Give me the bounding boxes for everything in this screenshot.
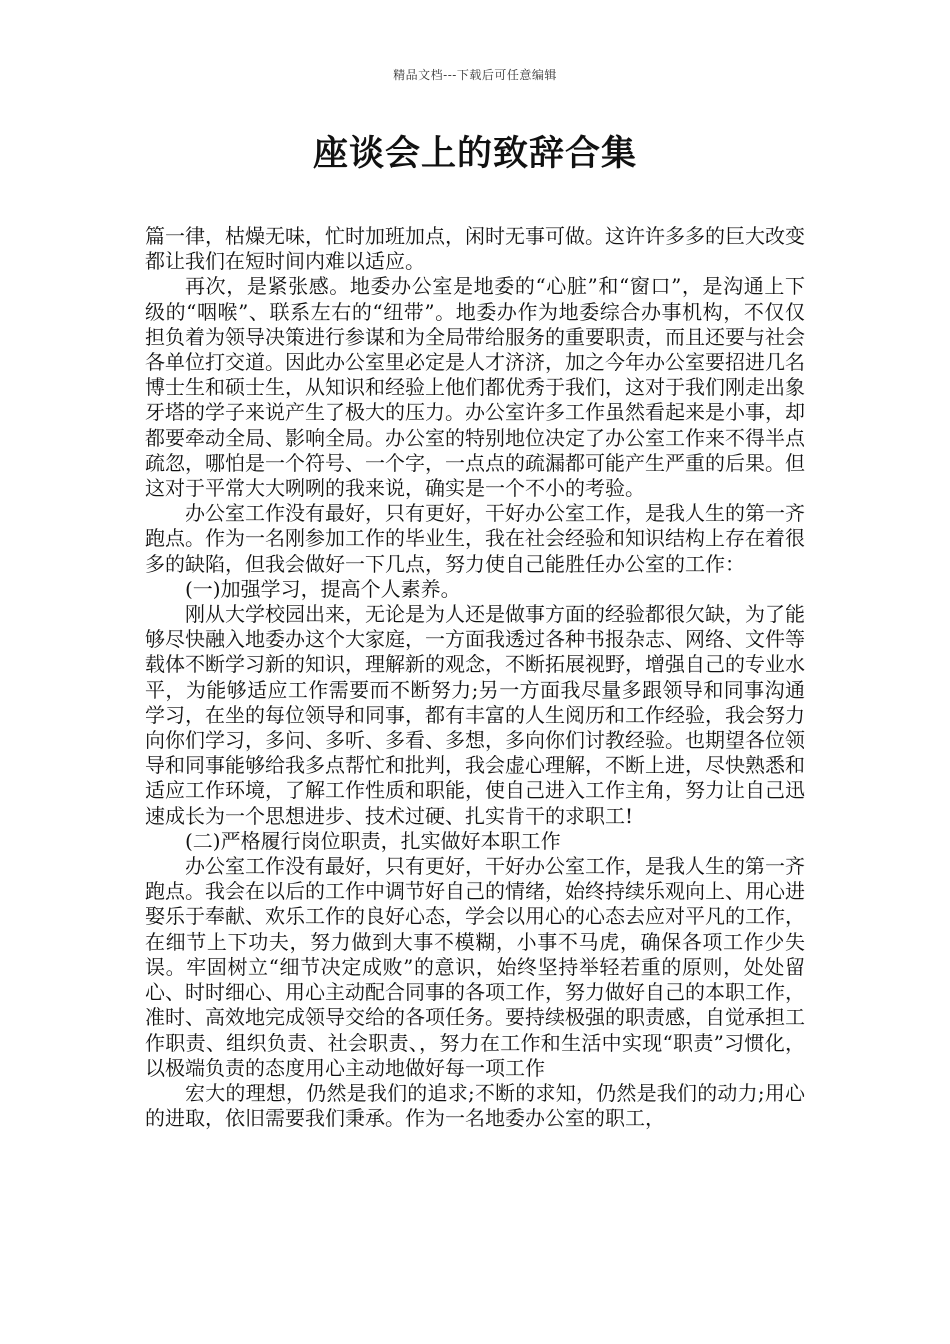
paragraph: 篇一律，枯燥无味，忙时加班加点，闲时无事可做。这许许多多的巨大改变都让我们在短时间内难以适应。 <box>145 224 805 274</box>
section-heading: (一)加强学习，提高个人素养。 <box>185 576 461 601</box>
document-body <box>145 224 805 1131</box>
header-note: 精品文档---下载后可任意编辑 <box>393 68 557 82</box>
section-heading: (二)严格履行岗位职责，扎实做好本职工作 <box>185 828 561 853</box>
paragraph: 再次，是紧张感。地委办公室是地委的“心脏”和“窗口”，是沟通上下级的“咽喉”、联系左右的“纽带”。地委办作为地委综合办事机构，不仅仅担负着为领导决策进行参谋和为全局带给服务的重要职责，而且还要与社会各单位打交道。因此办公室里必定是人才济济，加之今年办公室要招进几名博士生和硕士生，从知识和经验上他们都优秀于我们，这对于我们刚走出象牙塔的学子来说产生了极大的压力。办公室许多工作虽然看起来是小事，却都要牵动全局、影响全局。办公室的特别地位决定了办公室工作来不得半点疏忽，哪怕是一个符号、一个字，一点点的疏漏都可能产生严重的后果。但这对于平常大大咧咧的我来说，确实是一个不小的考验。 <box>145 274 805 501</box>
paragraph: 宏大的理想，仍然是我们的追求;不断的求知，仍然是我们的动力;用心的进取，依旧需要我们秉承。作为一名地委办公室的职工， <box>145 1080 805 1131</box>
paragraph: 办公室工作没有最好，只有更好，干好办公室工作，是我人生的第一齐跑点。作为一名刚参加工作的毕业生，我在社会经验和知识结构上存在着很多的缺陷，但我会做好一下几点，努力使自己能胜任办公室的工作： <box>145 501 805 576</box>
page-title: 座谈会上的致辞合集 <box>312 134 637 174</box>
paragraph: 刚从大学校园出来，无论是为人还是做事方面的经验都很欠缺，为了能够尽快融入地委办这个大家庭，一方面我透过各种书报杂志、网络、文件等载体不断学习新的知识，理解新的观念，不断拓展视野，增强自己的专业水平，为能够适应工作需要而不断努力;另一方面我尽量多跟领导和同事沟通学习，在坐的每位领导和同事，都有丰富的人生阅历和工作经验，我会努力向你们学习，多问、多听、多看、多想，多向你们讨教经验。也期望各位领导和同事能够给我多点帮忙和批判，我会虚心理解，不断上进，尽快熟悉和适应工作环境，了解工作性质和职能，使自己进入工作主角，努力让自己迅速成长为一个思想进步、技术过硬、扎实肯干的求职工! <box>145 602 805 828</box>
paragraph: 办公室工作没有最好，只有更好，干好办公室工作，是我人生的第一齐跑点。我会在以后的工作中调节好自己的情绪，始终持续乐观向上、用心进娶乐于奉献、欢乐工作的良好心态，学会以用心的心态去应对平凡的工作，在细节上下功夫，努力做到大事不模糊，小事不马虎，确保各项工作少失误。牢固树立“细节决定成败”的意识，始终坚持举轻若重的原则，处处留心、时时细心、用心主动配合同事的各项工作，努力做好自己的本职工作，准时、高效地完成领导交给的各项任务。要持续极强的职责感，自觉承担工作职责、组织负责、社会职责、，努力在工作和生活中实现“职责”习惯化，以极端负责的态度用心主动地做好每一项工作 <box>145 854 805 1080</box>
